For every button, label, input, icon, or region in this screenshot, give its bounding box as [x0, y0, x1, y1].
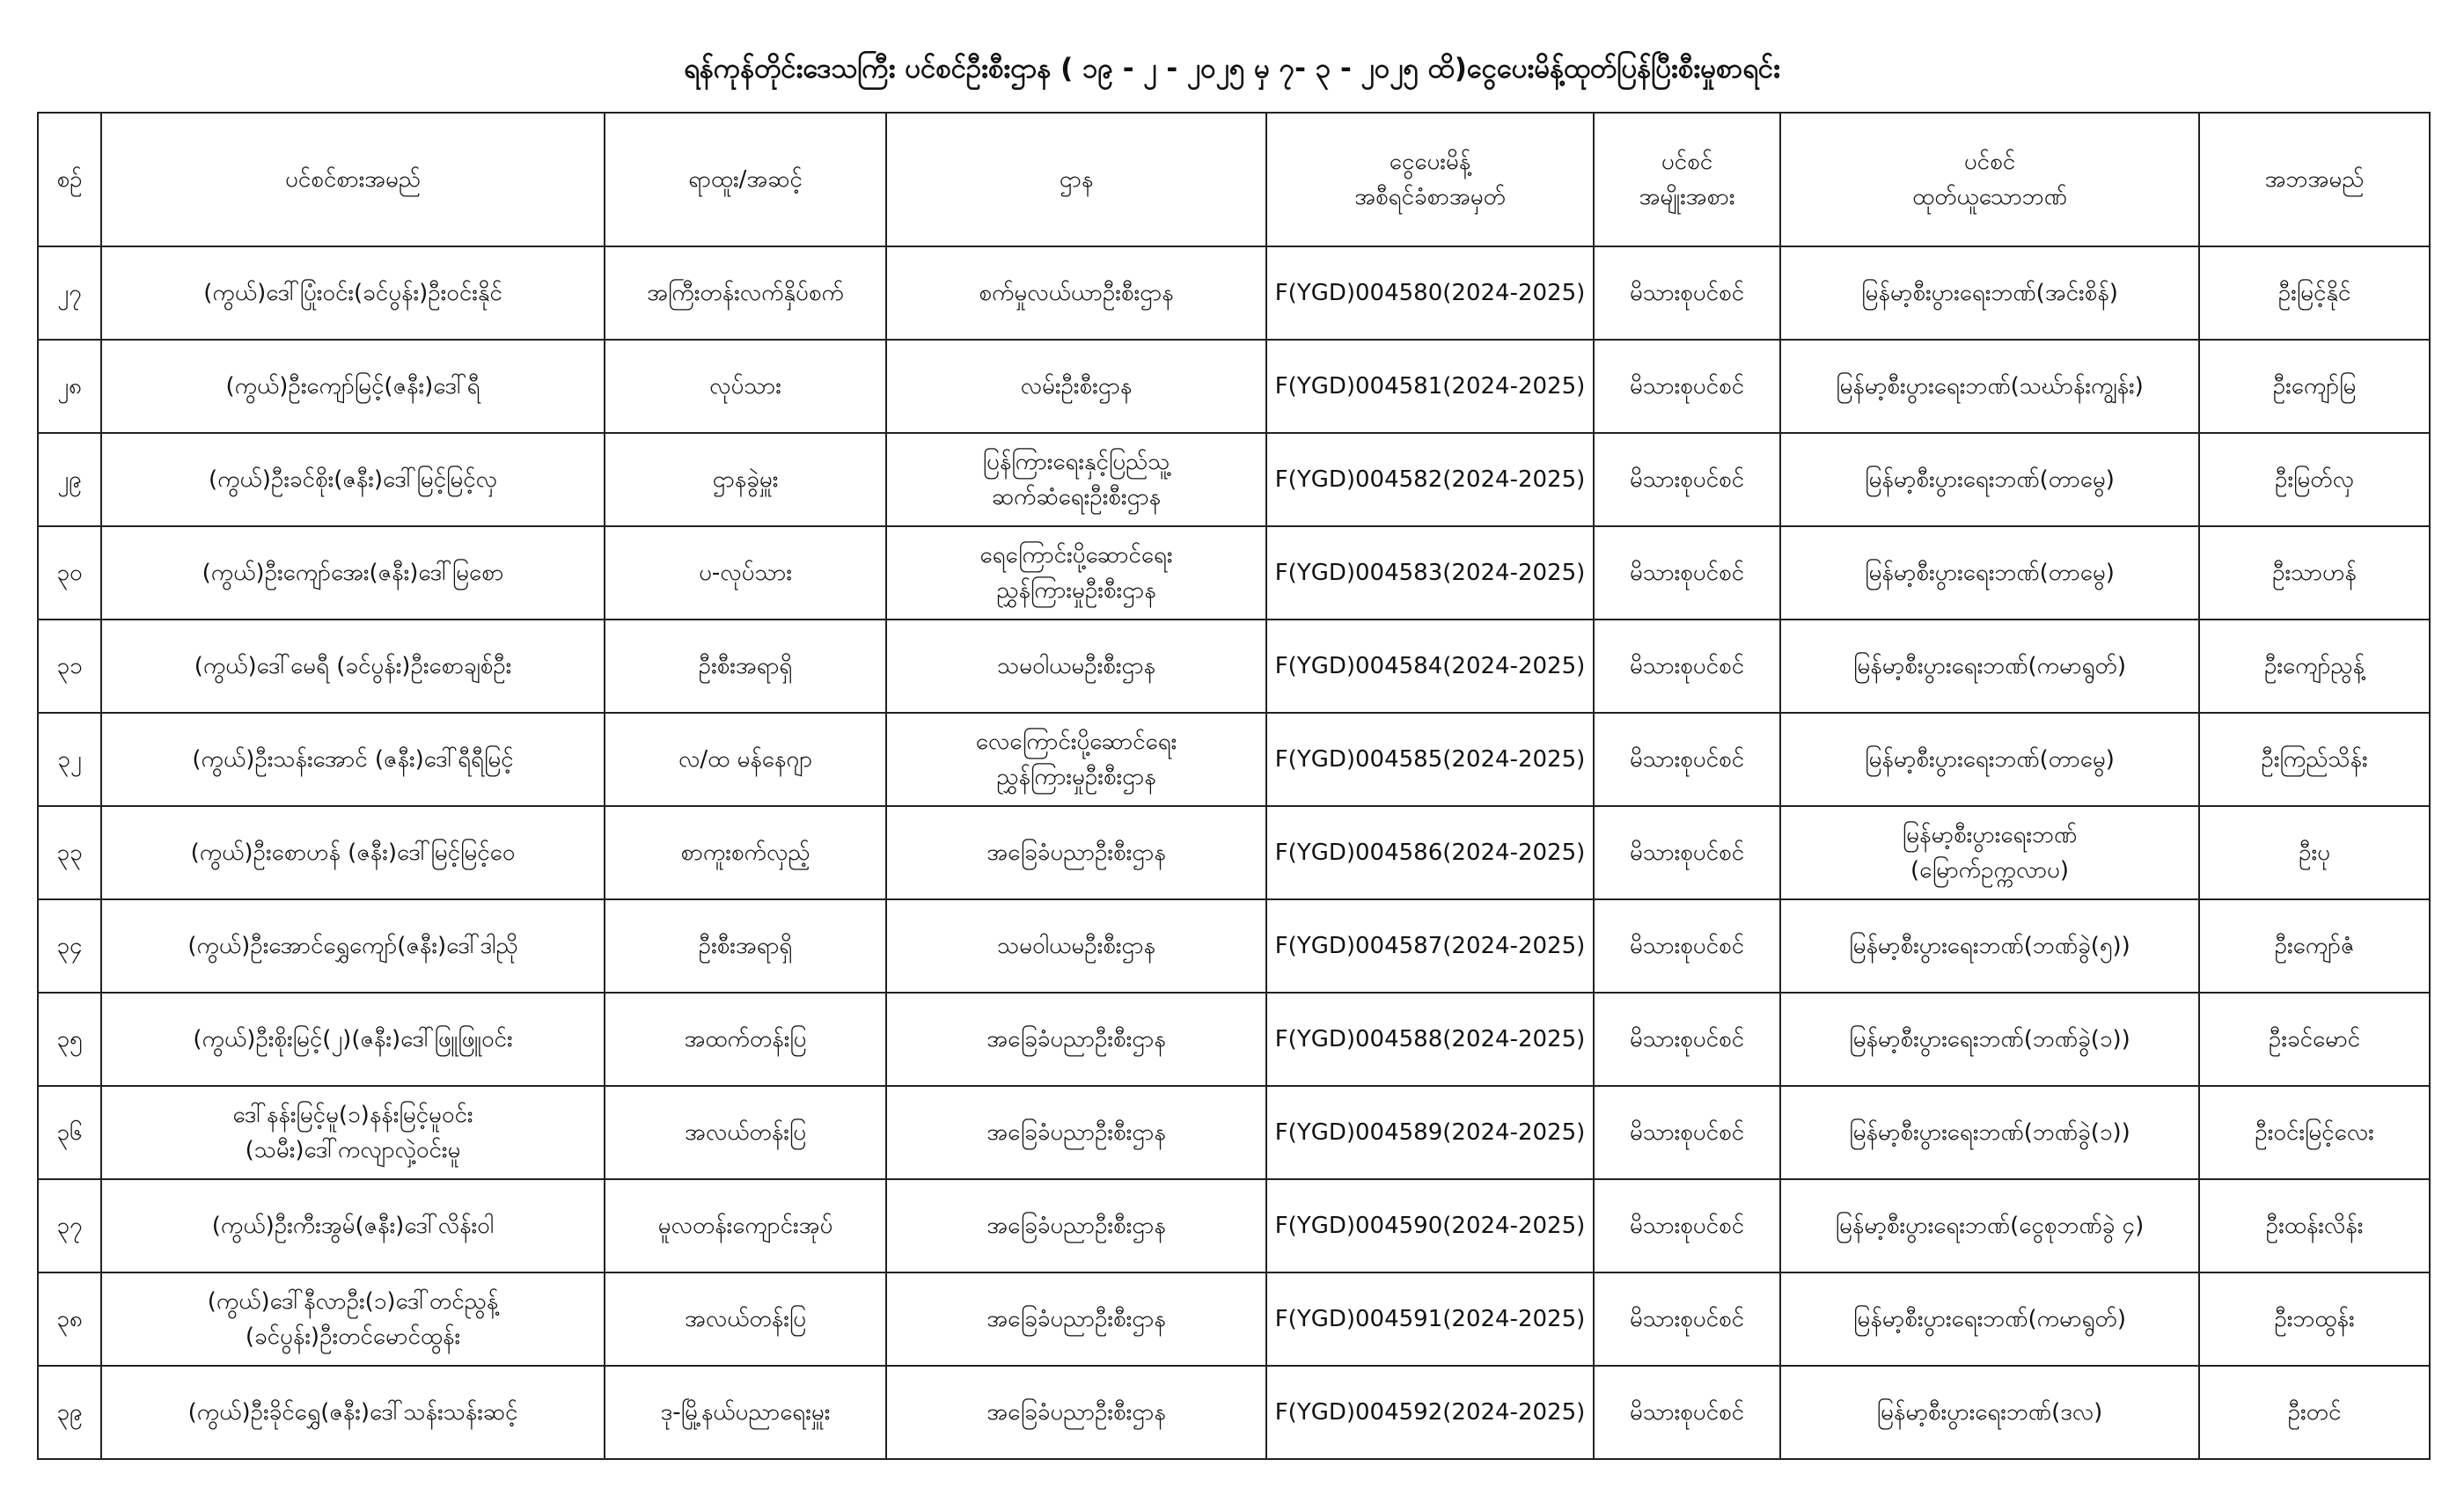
cell-father: ဦးဘထွန်း: [2199, 1272, 2430, 1366]
table-row: [38, 1086, 2430, 1179]
header-no: စဥ်: [38, 113, 101, 246]
cell-position: လ/ထ မန်နေဂျာ: [605, 713, 886, 806]
cell-type: မိသားစုပင်စင်: [1594, 899, 1780, 993]
cell-name: (ကွယ်)ဦးခိုင်ရွှေ(ဇနီး)ဒေါ်သန်းသန်းဆင့်: [101, 1366, 605, 1459]
table-row: [38, 433, 2430, 526]
cell-department: လေကြောင်းပို့ဆောင်ရေး ညွှန်ကြားမှုဦးစီးဌာန: [886, 713, 1266, 806]
header-position: ရာထူး/အဆင့်: [605, 113, 886, 246]
cell-department: အခြေခံပညာဦးစီးဌာန: [886, 806, 1266, 899]
cell-type: မိသားစုပင်စင်: [1594, 993, 1780, 1086]
cell-no: ၃၀: [38, 526, 101, 620]
cell-position: မူလတန်းကျောင်းအုပ်: [605, 1179, 886, 1272]
cell-bank: မြန်မာ့စီးပွားရေးဘဏ်(ဘဏ်ခွဲ(၁)): [1780, 1086, 2199, 1179]
cell-father: ဦးတင်: [2199, 1366, 2430, 1459]
cell-order-no: F(YGD)004583(2024-2025): [1266, 526, 1594, 620]
cell-department: အခြေခံပညာဦးစီးဌာန: [886, 1272, 1266, 1366]
table-row: [38, 340, 2430, 433]
cell-name: (ကွယ်)ဒေါ်ပြုံးဝင်း(ခင်ပွန်း)ဦးဝင်းနိုင်: [101, 246, 605, 340]
cell-position: ဒု-မြို့နယ်ပညာရေးမှူး: [605, 1366, 886, 1459]
cell-no: ၃၇: [38, 1179, 101, 1272]
cell-type: မိသားစုပင်စင်: [1594, 246, 1780, 340]
cell-department: ရေကြောင်းပို့ဆောင်ရေး ညွှန်ကြားမှုဦးစီးဌာန: [886, 526, 1266, 620]
cell-department: အခြေခံပညာဦးစီးဌာန: [886, 1179, 1266, 1272]
cell-order-no: F(YGD)004584(2024-2025): [1266, 620, 1594, 713]
cell-type: မိသားစုပင်စင်: [1594, 433, 1780, 526]
cell-father: ဦးထန်းလိန်း: [2199, 1179, 2430, 1272]
cell-name: (ကွယ်)ဦးသန်းအောင် (ဇနီး)ဒေါ်ရီရီမြင့်: [101, 713, 605, 806]
cell-position: ဦးစီးအရာရှိ: [605, 620, 886, 713]
table-row: [38, 1272, 2430, 1366]
cell-order-no: F(YGD)004581(2024-2025): [1266, 340, 1594, 433]
cell-no: ၃၅: [38, 993, 101, 1086]
cell-no: ၂၇: [38, 246, 101, 340]
cell-name: (ကွယ်)ဦးစောဟန် (ဇနီး)ဒေါ်မြင့်မြင့်ဝေ: [101, 806, 605, 899]
cell-position: ဌာနခွဲမှူး: [605, 433, 886, 526]
cell-department: စက်မှုလယ်ယာဦးစီးဌာန: [886, 246, 1266, 340]
pension-table: [37, 112, 2431, 1460]
cell-bank: မြန်မာ့စီးပွားရေးဘဏ်(ကမာရွတ်): [1780, 620, 2199, 713]
cell-department: ပြန်ကြားရေးနှင့်ပြည်သူ့ ဆက်ဆံရေးဦးစီးဌာန: [886, 433, 1266, 526]
cell-bank: မြန်မာ့စီးပွားရေးဘဏ်(တာမွေ): [1780, 433, 2199, 526]
cell-father: ဦးသာဟန်: [2199, 526, 2430, 620]
cell-position: အလယ်တန်းပြ: [605, 1086, 886, 1179]
cell-no: ၃၂: [38, 713, 101, 806]
cell-position: စာကူးစက်လှည့်: [605, 806, 886, 899]
cell-name: ဒေါ်နန်းမြင့်မူ(၁)နန်းမြင့်မူဝင်း (သမီး)ဒေါ်ကလျာလှဲ့ဝင်းမူ: [101, 1086, 605, 1179]
cell-no: ၃၄: [38, 899, 101, 993]
cell-father: ဦးကျော်ဇံ: [2199, 899, 2430, 993]
cell-department: သမဝါယမဦးစီးဌာန: [886, 899, 1266, 993]
cell-bank: မြန်မာ့စီးပွားရေးဘဏ်(သဃ်ာန်းကျွန်း): [1780, 340, 2199, 433]
table-row: [38, 993, 2430, 1086]
cell-department: သမဝါယမဦးစီးဌာန: [886, 620, 1266, 713]
cell-type: မိသားစုပင်စင်: [1594, 1366, 1780, 1459]
cell-bank: မြန်မာ့စီးပွားရေးဘဏ်(ကမာရွတ်): [1780, 1272, 2199, 1366]
cell-father: ဦးပု: [2199, 806, 2430, 899]
cell-order-no: F(YGD)004590(2024-2025): [1266, 1179, 1594, 1272]
cell-position: ပ-လုပ်သား: [605, 526, 886, 620]
header-type: ပင်စင် အမျိုးအစား: [1594, 113, 1780, 246]
cell-department: လမ်းဦးစီးဌာန: [886, 340, 1266, 433]
cell-no: ၃၈: [38, 1272, 101, 1366]
cell-name: (ကွယ်)ဒေါ်မေရီ (ခင်ပွန်း)ဦးစောချစ်ဦး: [101, 620, 605, 713]
table-row: [38, 1366, 2430, 1459]
cell-name: (ကွယ်)ဦးစိုးမြင့်(၂)(ဇနီး)ဒေါ်ဖြူဖြူဝင်း: [101, 993, 605, 1086]
cell-bank: မြန်မာ့စီးပွားရေးဘဏ်(တာမွေ): [1780, 713, 2199, 806]
cell-name: (ကွယ်)ဦးခင်စိုး(ဇနီး)ဒေါ်မြင့်မြင့်လှ: [101, 433, 605, 526]
cell-father: ဦးခင်မောင်: [2199, 993, 2430, 1086]
cell-type: မိသားစုပင်စင်: [1594, 806, 1780, 899]
cell-order-no: F(YGD)004588(2024-2025): [1266, 993, 1594, 1086]
cell-bank: မြန်မာ့စီးပွားရေးဘဏ်(တာမွေ): [1780, 526, 2199, 620]
cell-department: အခြေခံပညာဦးစီးဌာန: [886, 1366, 1266, 1459]
cell-bank: မြန်မာ့စီးပွားရေးဘဏ်(ငွေစုဘဏ်ခွဲ ၄): [1780, 1179, 2199, 1272]
cell-no: ၃၆: [38, 1086, 101, 1179]
cell-type: မိသားစုပင်စင်: [1594, 713, 1780, 806]
cell-order-no: F(YGD)004580(2024-2025): [1266, 246, 1594, 340]
cell-no: ၃၁: [38, 620, 101, 713]
cell-type: မိသားစုပင်စင်: [1594, 1179, 1780, 1272]
cell-father: ဦးမြတ်လှ: [2199, 433, 2430, 526]
cell-name: (ကွယ်)ဦးကျော်မြင့်(ဇနီး)ဒေါ်ရီ: [101, 340, 605, 433]
cell-no: ၂၉: [38, 433, 101, 526]
cell-type: မိသားစုပင်စင်: [1594, 526, 1780, 620]
cell-order-no: F(YGD)004592(2024-2025): [1266, 1366, 1594, 1459]
cell-type: မိသားစုပင်စင်: [1594, 1086, 1780, 1179]
cell-father: ဦးကျော်မြ: [2199, 340, 2430, 433]
header-name: ပင်စင်စားအမည်: [101, 113, 605, 246]
cell-bank: မြန်မာ့စီးပွားရေးဘဏ်(ဒလ): [1780, 1366, 2199, 1459]
cell-order-no: F(YGD)004582(2024-2025): [1266, 433, 1594, 526]
cell-position: အကြီးတန်းလက်နှိပ်စက်: [605, 246, 886, 340]
cell-order-no: F(YGD)004586(2024-2025): [1266, 806, 1594, 899]
table-row: [38, 526, 2430, 620]
cell-father: ဦးမြင့်နိုင်: [2199, 246, 2430, 340]
cell-father: ဦးကြည်သိန်း: [2199, 713, 2430, 806]
cell-position: အလယ်တန်းပြ: [605, 1272, 886, 1366]
cell-order-no: F(YGD)004591(2024-2025): [1266, 1272, 1594, 1366]
cell-bank: မြန်မာ့စီးပွားရေးဘဏ်(အင်းစိန်): [1780, 246, 2199, 340]
header-order-no: ငွေပေးမိန့် အစီရင်ခံစာအမှတ်: [1266, 113, 1594, 246]
cell-no: ၂၈: [38, 340, 101, 433]
table-row: [38, 899, 2430, 993]
cell-bank: မြန်မာ့စီးပွားရေးဘဏ်(ဘဏ်ခွဲ(၁)): [1780, 993, 2199, 1086]
cell-name: (ကွယ်)ဦးကီးအွမ်(ဇနီး)ဒေါ်လိန်းဝါ: [101, 1179, 605, 1272]
table-row: [38, 806, 2430, 899]
cell-father: ဦးကျော်ညွန့်: [2199, 620, 2430, 713]
cell-no: ၃၉: [38, 1366, 101, 1459]
cell-no: ၃၃: [38, 806, 101, 899]
cell-name: (ကွယ်)ဦးအောင်ရွှေကျော်(ဇနီး)ဒေါ်ဒါညို: [101, 899, 605, 993]
cell-father: ဦးဝင်းမြင့်လေး: [2199, 1086, 2430, 1179]
cell-order-no: F(YGD)004585(2024-2025): [1266, 713, 1594, 806]
table-row: [38, 620, 2430, 713]
table-body: [38, 246, 2430, 1459]
header-bank: ပင်စင် ထုတ်ယူသောဘဏ်: [1780, 113, 2199, 246]
header-row: [38, 113, 2430, 246]
header-department: ဌာန: [886, 113, 1266, 246]
page-title: ရန်ကုန်တိုင်းဒေသကြီး ပင်စင်ဦးစီးဌာန ( ၁၉ - ၂ - ၂၀၂၅ မှ ၇- ၃ - ၂၀၂၅ ထိ)ငွေပေးမိန့်ထုတ်ပြန်ပြီးစီးမှုစာရင်း: [683, 53, 1780, 84]
cell-department: အခြေခံပညာဦးစီးဌာန: [886, 993, 1266, 1086]
table-row: [38, 713, 2430, 806]
cell-department: အခြေခံပညာဦးစီးဌာန: [886, 1086, 1266, 1179]
header-father: အဘအမည်: [2199, 113, 2430, 246]
cell-position: ဦးစီးအရာရှိ: [605, 899, 886, 993]
table-row: [38, 1179, 2430, 1272]
table-row: [38, 246, 2430, 340]
cell-order-no: F(YGD)004589(2024-2025): [1266, 1086, 1594, 1179]
cell-order-no: F(YGD)004587(2024-2025): [1266, 899, 1594, 993]
cell-type: မိသားစုပင်စင်: [1594, 1272, 1780, 1366]
cell-type: မိသားစုပင်စင်: [1594, 620, 1780, 713]
cell-position: လုပ်သား: [605, 340, 886, 433]
cell-bank: မြန်မာ့စီးပွားရေးဘဏ်(ဘဏ်ခွဲ(၅)): [1780, 899, 2199, 993]
cell-name: (ကွယ်)ဒေါ်နီလာဦး(၁)ဒေါ်တင်ညွန့် (ခင်ပွန်း)ဦးတင်မောင်ထွန်း: [101, 1272, 605, 1366]
cell-bank: မြန်မာ့စီးပွားရေးဘဏ် (မြောက်ဥက္ကလာပ): [1780, 806, 2199, 899]
cell-type: မိသားစုပင်စင်: [1594, 340, 1780, 433]
cell-name: (ကွယ်)ဦးကျော်အေး(ဇနီး)ဒေါ်မြစော: [101, 526, 605, 620]
cell-position: အထက်တန်းပြ: [605, 993, 886, 1086]
